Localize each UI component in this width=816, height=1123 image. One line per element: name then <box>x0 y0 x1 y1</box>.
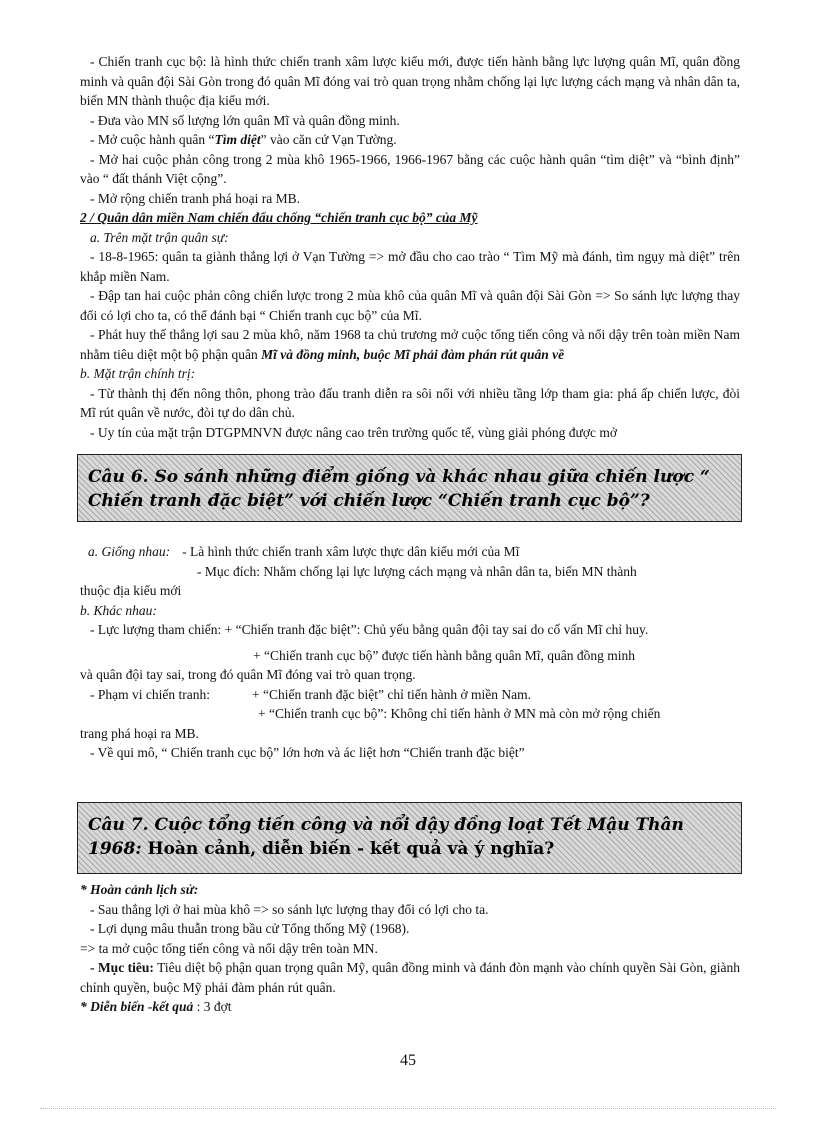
differences-forces-local-war: + “Chiến tranh cục bộ” được tiến hành bằng quân Mĩ, quân đồng minh <box>253 647 635 663</box>
paragraph-counteroffensives: - Mở hai cuộc phản công trong 2 mùa khô 1965-1966, 1966-1967 bằng các cuộc hành quân “tìm diệt” và “bình định” vào “ đất thánh Việt cộng”. <box>80 151 740 186</box>
paragraph-nlf-prestige: - Uy tín của mặt trận DTGPMNVN được nâng cao trên trường quốc tế, vùng giải phóng được mở <box>90 424 618 440</box>
paragraph-1968-offensive: - Phát huy thế thắng lợi sau 2 mùa khô, năm 1968 ta chủ trương mở cuộc tổng tiến công và nổi dậy trên toàn miền Nam nhằm tiêu diệt một bộ phận quân Mĩ và đồng minh, buộc Mĩ phải đàm phán rút quân về <box>80 327 740 362</box>
paragraph-expand-war: - Mở rộng chiến tranh phá hoại ra MB. <box>90 190 300 206</box>
question-7-box <box>77 802 742 874</box>
paragraph-crush-counteroffensives: - Đập tan hai cuộc phản công chiến lược trong 2 mùa khô của quân Mĩ và quân đội Sài Gòn => So sánh lực lượng thay đổi có lợi cho ta, có thể đánh bại “ Chiến tranh cục bộ” của Mĩ. <box>80 288 740 323</box>
section-question-7-answer <box>80 880 740 1017</box>
similarities-purpose: - Mục đích: Nhằm chống lại lực lượng cách mạng và nhân dân ta, biến MN thành <box>197 563 637 579</box>
paragraph-troops: - Đưa vào MN số lượng lớn quân Mĩ và quân đồng minh. <box>90 112 400 128</box>
differences-scope-local-war-cont: trang phá hoại ra MB. <box>80 725 199 741</box>
differences-scope-special-war: - Phạm vi chiến tranh: + “Chiến tranh đặc biệt” chỉ tiến hành ở miền Nam. <box>90 686 532 702</box>
context-line-2: - Lợi dụng mâu thuẫn trong bầu cử Tổng thống Mỹ (1968). <box>90 921 410 936</box>
similarities-line-1: a. Giống nhau: - Là hình thức chiến tranh xâm lược thực dân kiểu mới của Mĩ <box>88 544 520 559</box>
paragraph-political-struggle: - Từ thành thị đến nông thôn, phong trào đấu tranh diễn ra sôi nổi với nhiều tầng lớp tham gia: phá ấp chiến lược, đòi Mĩ rút quân về nước, đòi tự do dân chủ. <box>80 385 740 420</box>
paragraph-local-war-definition: - Chiến tranh cục bộ: là hình thức chiến tranh xâm lược kiểu mới, được tiến hành bằng lực lượng quân Mĩ, quân đồng minh và quân đội Sài Gòn trong đó quân Mĩ đóng vai trò quan trọng nhằm chống lại lực lượng cách mạng và nhân dân ta, biến MN thành thuộc địa kiểu mới. <box>80 54 740 108</box>
clipped-line <box>80 423 740 440</box>
section-war-intro <box>80 52 740 440</box>
similarities-purpose-cont: thuộc địa kiểu mới <box>80 583 182 598</box>
differences-scale: - Về qui mô, “ Chiến tranh cục bộ” lớn hơn và ác liệt hơn “Chiến tranh đặc biệt” <box>90 745 525 760</box>
paragraph-van-tuong-victory: - 18-8-1965: quân ta giành thắng lợi ở Vạn Tường => mở đầu cho cao trào “ Tìm Mỹ mà đánh, tìm ngụy mà diệt” trên khắp miền Nam. <box>80 249 740 284</box>
heading-developments: * Diễn biến -kết quả : 3 đợt <box>80 999 232 1014</box>
differences-forces-special-war: - Lực lượng tham chiến: + “Chiến tranh đặc biệt”: Chủ yếu bằng quân đội tay sai do cố vấn Mĩ chỉ huy. <box>90 622 649 637</box>
subheading-military-front: a. Trên mặt trận quân sự: <box>90 229 229 245</box>
context-objective: - Mục tiêu: Tiêu diệt bộ phận quan trọng quân Mỹ, quân đồng minh và đánh đòn mạnh vào chính quyền Sài Gòn, giành chính quyền, buộc Mỹ phải đàm phán rút quân. <box>80 960 740 995</box>
footer-divider <box>40 1108 776 1109</box>
context-line-1: - Sau thắng lợi ở hai mùa khô => so sánh lực lượng thay đổi có lợi cho ta. <box>90 901 489 917</box>
question-6-title: Câu 6. So sánh những điểm giống và khác nhau giữa chiến lược “ Chiến tranh đặc biệt” với chiến lược “Chiến tranh cục bộ”? <box>88 467 710 511</box>
page-number: 45 <box>400 1052 416 1069</box>
question-7-title: Câu 7. Cuộc tổng tiến công và nổi dậy đồng loạt Tết Mậu Thân 1968: <box>88 815 684 859</box>
paragraph-van-tuong-operation: - Mở cuộc hành quân “Tìm diệt” vào căn cứ Vạn Tường. <box>90 132 397 147</box>
question-7-title-emphasis: Hoàn cảnh, diễn biến - kết quả và ý nghĩa? <box>147 839 555 859</box>
section-question-6-answer <box>80 542 740 763</box>
section-heading-2: 2 / Quân dân miền Nam chiến đấu chống “chiến tranh cục bộ” của Mỹ <box>80 210 478 225</box>
context-line-3: => ta mở cuộc tổng tiến công và nổi dậy trên toàn MN. <box>80 940 378 956</box>
differences-forces-local-war-cont: và quân đội tay sai, trong đó quân Mĩ đóng vai trò quan trọng. <box>80 667 416 682</box>
heading-historical-context: * Hoàn cảnh lịch sử: <box>80 882 199 897</box>
label-differences: b. Khác nhau: <box>80 602 157 618</box>
question-6-box <box>77 454 742 522</box>
label-similarities: a. Giống nhau: <box>88 544 171 559</box>
differences-scope-local-war: + “Chiến tranh cục bộ”: Không chỉ tiến hành ở MN mà còn mở rộng chiến <box>258 706 661 721</box>
subheading-political-front: b. Mặt trận chính trị: <box>80 366 196 381</box>
